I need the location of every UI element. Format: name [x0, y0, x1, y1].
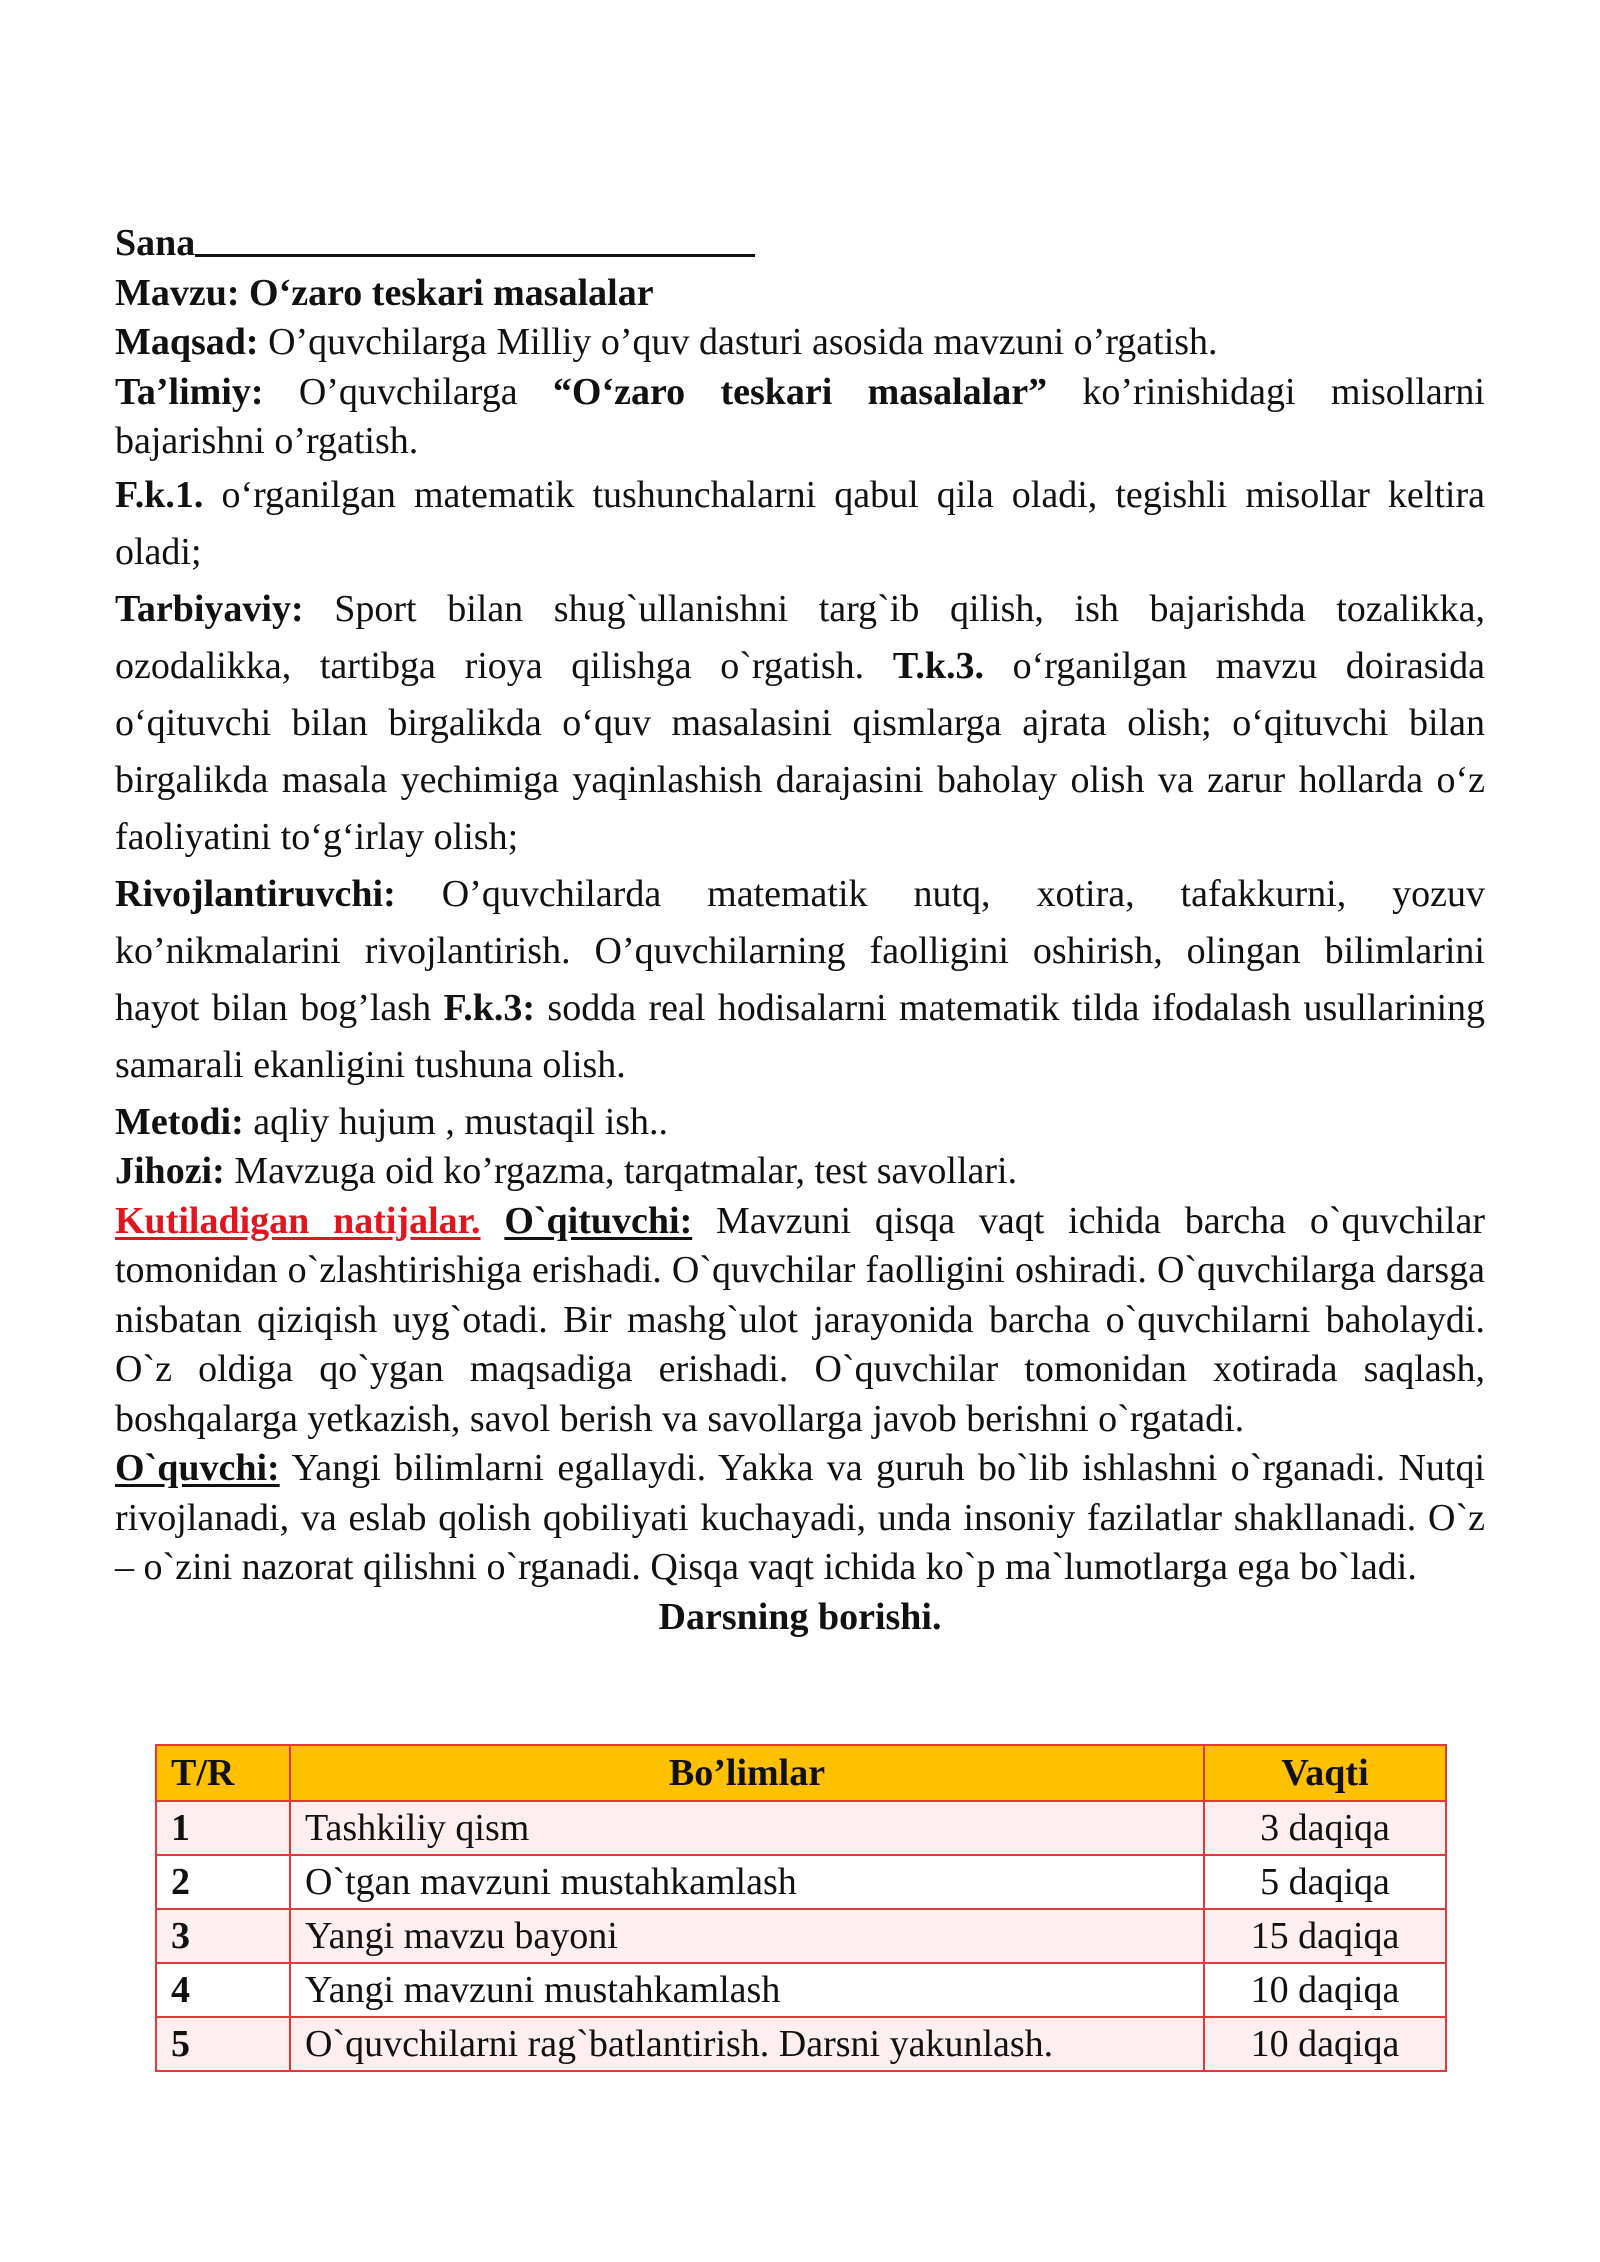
topic-label: Mavzu:: [115, 271, 240, 314]
developmental-label: Rivojlantiruvchi:: [115, 872, 396, 915]
row-section: Yangi mavzu bayoni: [290, 1909, 1204, 1963]
methods-label: Metodi:: [115, 1100, 244, 1143]
date-label: Sana: [115, 222, 196, 264]
row-section: O`quvchilarni rag`batlantirish. Darsni yakunlash.: [290, 2017, 1204, 2071]
fk1-text: o‘rganilgan matematik tushunchalarni qabul qila oladi, tegishli misollar keltira oladi;: [115, 473, 1485, 573]
lesson-flow-table: [155, 1744, 1447, 2072]
methods-text: aqliy hujum , mustaqil ish..: [253, 1100, 669, 1143]
topic-line: [115, 269, 1485, 319]
row-section: Yangi mavzuni mustahkamlash: [290, 1963, 1204, 2017]
row-time: 5 daqiqa: [1204, 1855, 1446, 1909]
equipment-label: Jihozi:: [115, 1150, 225, 1192]
student-label: O`quvchi:: [115, 1447, 280, 1489]
fk1-line: [115, 467, 1485, 581]
table-row: [156, 1963, 1446, 2017]
goal-label: Maqsad:: [115, 321, 259, 363]
table-row: [156, 2017, 1446, 2071]
developmental-text: O’quvchilarda matematik nutq, xotira, tafakkurni, yozuv ko’nikmalarini rivojlantirish. O’quvchilarning faolligini oshirish, olingan bilimlarini hayot bilan bog’lash: [115, 872, 1486, 1029]
header-time: Vaqti: [1204, 1745, 1446, 1801]
row-time: 10 daqiqa: [1204, 2017, 1446, 2071]
equipment-line: [115, 1147, 1485, 1197]
tk3-text: o‘rganilgan mavzu doirasida o‘qituvchi bilan birgalikda o‘quv masalasini qismlarga ajrata olish; o‘qituvchi bilan birgalikda masala yechimiga yaqinlashish darajasini baholay olish va zarur hollarda o‘z faoliyatini to‘g‘irlay olish;: [115, 644, 1486, 858]
student-text: Yangi bilimlarni egallaydi. Yakka va guruh bo`lib ishlashni o`rganadi. Nutqi rivojlanadi, va eslab qolish qobiliyati kuchayadi, unda insoniy fazilatlar shakllanadi. O`z – o`zini nazorat qilishni o`rganadi. Qisqa vaqt ichida ko`p ma`lumotlarga ega bo`ladi.: [115, 1447, 1485, 1588]
row-number: 1: [156, 1801, 290, 1855]
expected-results-label: Kutiladigan natijalar.: [115, 1199, 481, 1242]
date-blank-line: [195, 218, 755, 257]
tk3-label: T.k.3.: [892, 644, 984, 687]
row-number: 5: [156, 2017, 290, 2071]
upbringing-paragraph: [115, 581, 1485, 866]
upbringing-text: Sport bilan shug`ullanishni targ`ib qilish, ish bajarishda tozalikka, ozodalikka, tartibga rioya qilishga o`rgatish.: [115, 587, 1485, 687]
educational-quoted-topic: “O‘zaro teskari masalalar”: [552, 370, 1048, 413]
table-header-row: [156, 1745, 1446, 1801]
educational-line: [115, 368, 1485, 467]
goal-line: [115, 318, 1485, 368]
topic-value: O‘zaro teskari masalalar: [249, 271, 654, 314]
table-row: [156, 1855, 1446, 1909]
educational-label: Ta’limiy:: [115, 370, 264, 413]
expected-results-teacher: [115, 1197, 1485, 1445]
row-time: 3 daqiqa: [1204, 1801, 1446, 1855]
educational-text-before: O’quvchilarga: [298, 370, 518, 413]
upbringing-label: Tarbiyaviy:: [115, 587, 304, 630]
header-number: T/R: [156, 1745, 290, 1801]
teacher-text: Mavzuni qisqa vaqt ichida barcha o`quvchilar tomonidan o`zlashtirishiga erishadi. O`quvchilar faolligini oshiradi. O`quvchilarga darsga nisbatan qiziqish uyg`otadi. Bir mashg`ulot jarayonida barcha o`quvchilarni baholaydi. O`z oldiga qo`ygan maqsadiga erishadi. O`quvchilar tomonidan xotirada saqlash, boshqalarga yetkazish, savol berish va savollarga javob berishni o`rgatadi.: [115, 1199, 1485, 1440]
row-number: 2: [156, 1855, 290, 1909]
equipment-text: Mavzuga oid ko’rgazma, tarqatmalar, test savollari.: [234, 1150, 1018, 1192]
lesson-plan-body: [115, 218, 1485, 1642]
table-row: [156, 1801, 1446, 1855]
table-row: [156, 1909, 1446, 1963]
educational-text-after: ko’rinishidagi misollarni bajarishni o’rgatish.: [115, 370, 1485, 462]
fk3-text: sodda real hodisalarni matematik tilda ifodalash usullarining samarali ekanligini tushuna olish.: [115, 986, 1486, 1086]
fk1-label: F.k.1.: [115, 473, 204, 516]
developmental-paragraph: [115, 866, 1485, 1094]
fk3-label: F.k.3:: [443, 986, 535, 1029]
row-section: Tashkiliy qism: [290, 1801, 1204, 1855]
expected-results-student: [115, 1444, 1485, 1593]
date-line: [115, 218, 1485, 269]
row-time: 15 daqiqa: [1204, 1909, 1446, 1963]
row-number: 4: [156, 1963, 290, 2017]
methods-line: [115, 1098, 1485, 1148]
lesson-flow-title: Darsning borishi.: [658, 1595, 942, 1638]
teacher-label: O`qituvchi:: [504, 1199, 693, 1242]
row-time: 10 daqiqa: [1204, 1963, 1446, 2017]
goal-text: O’quvchilarga Milliy o’quv dasturi asosida mavzuni o’rgatish.: [268, 321, 1218, 363]
row-section: O`tgan mavzuni mustahkamlash: [290, 1855, 1204, 1909]
row-number: 3: [156, 1909, 290, 1963]
header-sections: Bo’limlar: [290, 1745, 1204, 1801]
